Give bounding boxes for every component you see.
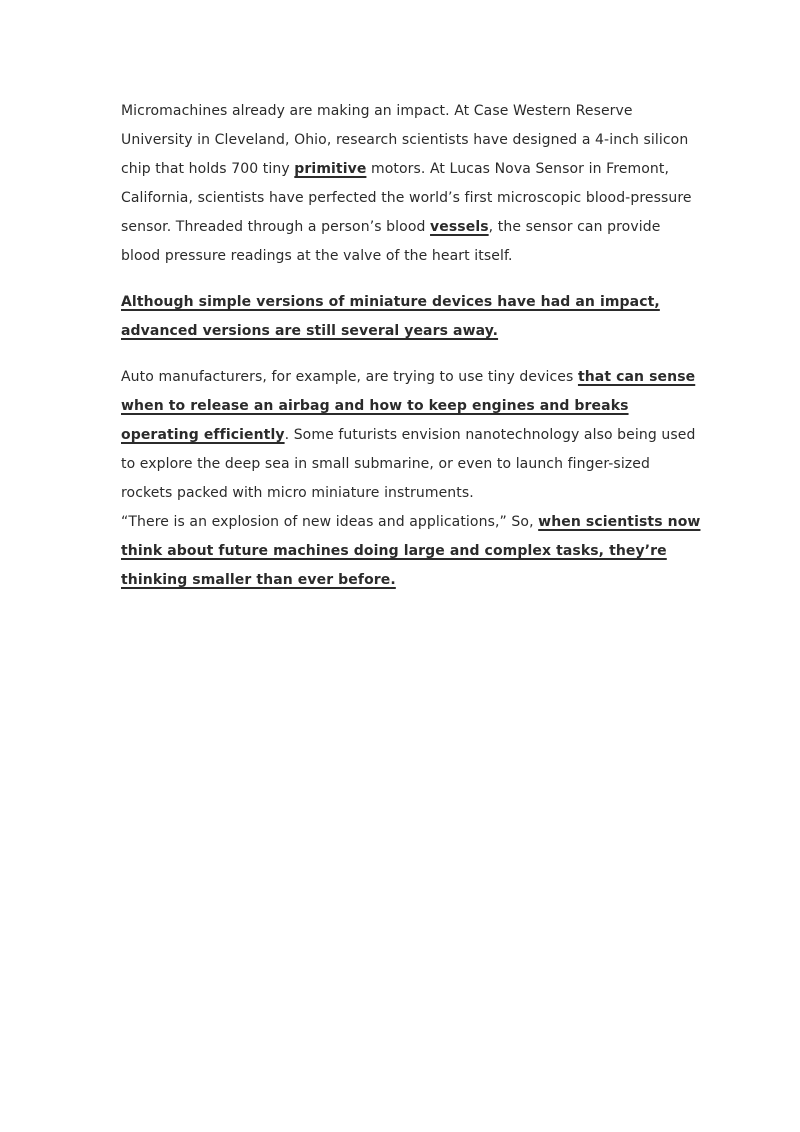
underlined-word-vessels: vessels (430, 219, 489, 235)
document-body (121, 97, 701, 595)
underlined-sentence-heading: Although simple versions of miniature devices have had an impact, advanced versions are still several years away. (121, 294, 660, 339)
paragraph-micromachines (121, 97, 701, 271)
paragraph-text: Micromachines already are making an impact. At Case Western Reserve University in Cleveland, Ohio, research scientists have designed a 4-inch silicon chip that holds 700 tiny (121, 103, 689, 177)
underlined-phrase-sense: that can sense when to release an airbag and how to keep engines and breaks operating efficiently (121, 369, 696, 443)
paragraph-text: , the sensor can provide blood pressure readings at the valve of the heart itself. (121, 219, 661, 264)
paragraph-text: “There is an explosion of new ideas and applications,” So, (121, 514, 539, 530)
paragraph-text: . Some futurists envision nanotechnology also being used to explore the deep sea in small submarine, or even to launch finger-sized rockets packed with micro miniature instruments. (121, 427, 696, 501)
underlined-word-primitive: primitive (294, 161, 367, 177)
paragraph-auto-manufacturers (121, 363, 701, 508)
paragraph-text: motors. At Lucas Nova Sensor in Fremont, California, scientists have perfected the world’s first microscopic blood-pressure sensor. Threaded through a person’s blood (121, 161, 692, 235)
paragraph-explosion-ideas (121, 508, 701, 595)
underlined-phrase-scientists: when scientists now think about future machines doing large and complex tasks, they’re thinking smaller than ever before. (121, 514, 701, 588)
paragraph-text: Auto manufacturers, for example, are trying to use tiny devices (121, 369, 578, 385)
